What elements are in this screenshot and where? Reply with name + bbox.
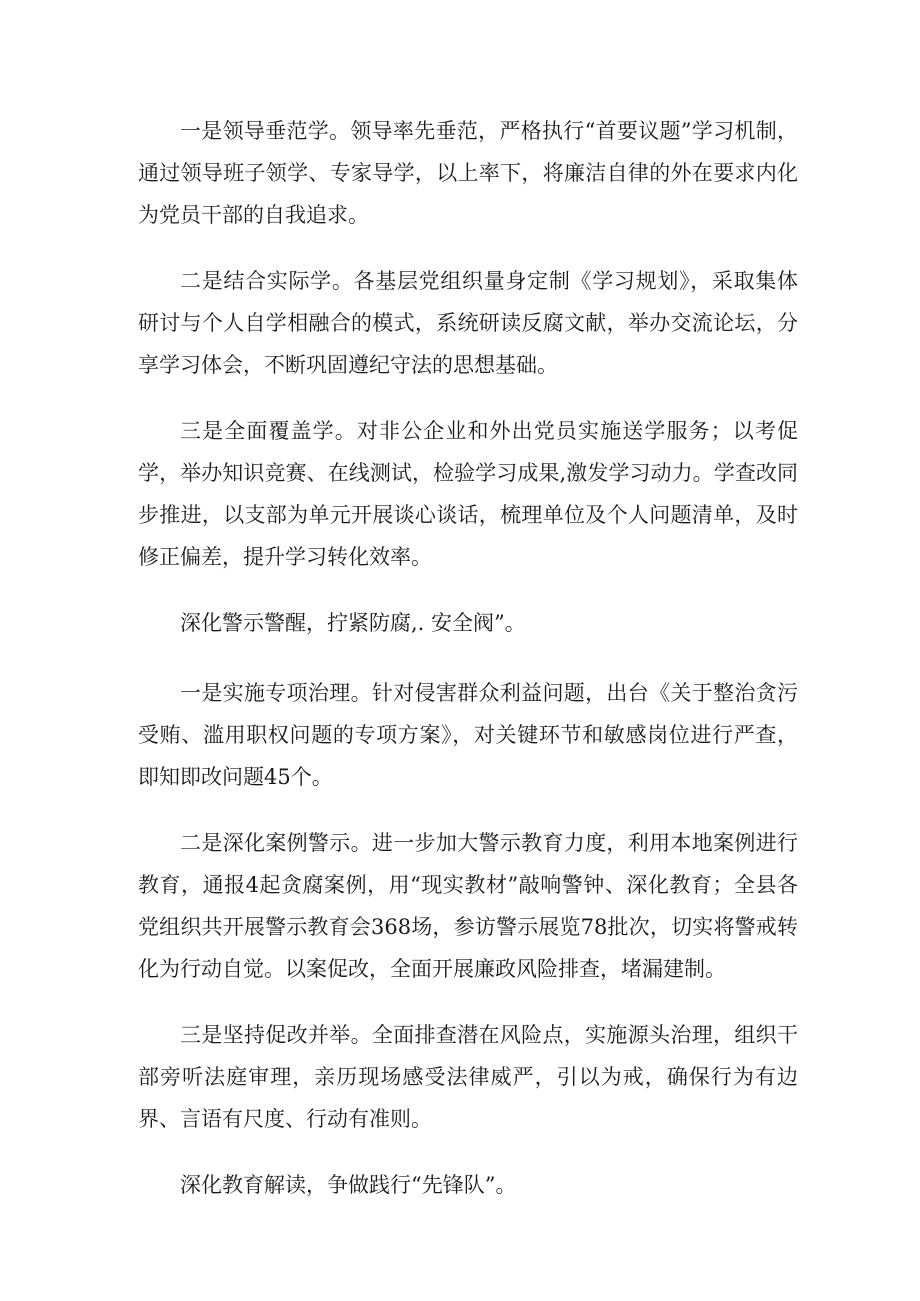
section-heading-warning: 深化警示警醒，拧紧防腐,. 安全阀”。 [180,611,526,635]
paragraph-practical-study: 二是结合实际学。各基层党组织量身定制《学习规划》，采取集体研讨与个人自学相融合的模式，系统研读反腐文献，举办交流论坛，分享学习体会，不断巩固遵纪守法的思想基础。 [138,269,798,377]
paragraph-case-warning: 二是深化案例警示。进一步加大警示教育力度，利用本地案例进行教育，通报4起贪腐案例，用“现实教材”敲响警钟、深化教育；全县各党组织共开展警示教育会368场，参访警示展览78批次，切实将警戒转化为行动自觉。以案促改，全面开展廉政风险排查，堵漏建制。 [138,831,798,981]
paragraph-reform-together: 三是坚持促改并举。全面排查潜在风险点，实施源头治理，组织干部旁听法庭审理，亲历现场感受法律威严，引以为戒，确保行为有边界、言语有尺度、行动有准则。 [138,1023,798,1131]
section-heading-education: 深化教育解读，争做践行“先锋队”。 [180,1173,517,1197]
paragraph-full-coverage-study: 三是全面覆盖学。对非公企业和外出党员实施送学服务；以考促学，举办知识竞赛、在线测试，检验学习成果,激发学习动力。学查改同步推进，以支部为单元开展谈心谈话，梳理单位及个人问题清单，及时修正偏差，提升学习转化效率。 [138,419,798,569]
paragraph-special-governance: 一是实施专项治理。针对侵害群众利益问题，出台《关于整治贪污受贿、滥用职权问题的专项方案》，对关键环节和敏感岗位进行严查，即知即改问题45个。 [138,681,798,789]
paragraph-leadership-study: 一是领导垂范学。领导率先垂范，严格执行“首要议题”学习机制，通过领导班子领学、专家导学，以上率下，将廉洁自律的外在要求内化为党员干部的自我追求。 [138,119,798,227]
document-body [138,110,798,1234]
